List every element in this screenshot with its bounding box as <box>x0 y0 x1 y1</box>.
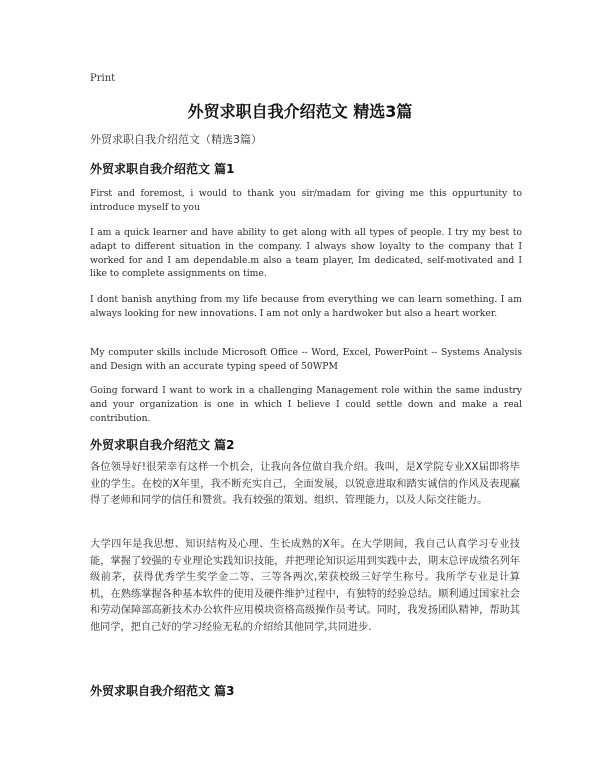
section-2-paragraph-2: 大学四年是我思想、知识结构及心理、生长成熟的X年。在大学期间，我自己认真学习专业技能，掌握了较强的专业理论实践知识技能，并把理论知识运用到实践中去，期末总评成绩名列年级前茅，获得优秀学生奖学金二等、三等各两次,荣获校级三好学生称号。我所学专业是计算机，在熟练掌握各种基本软件的使用及硬件维护过程中，有独特的经验总结。顺利通过国家社会和劳动保障部高新技术办公软件应用模块资格高级操作员考试。同时，我发扬团队精神，帮助其他同学，把自己好的学习经验无私的介绍给其他同学,共同进步. <box>90 539 520 633</box>
section-1-paragraph-3: I dont banish anything from my life because from everything we can learn something. I am always looking for new innovations. I am not only a hardwoker but also a heart worker. <box>90 294 522 319</box>
page-subtitle: 外贸求职自我介绍范文（精选3篇） <box>90 133 262 146</box>
section-3-heading: 外贸求职自我介绍范文 篇3 <box>90 684 235 698</box>
section-1-paragraph-5: Going forward I want to work in a challenging Management role within the same industry and your organization is one in which I believe I could settle down and make a real contribution. <box>90 385 522 424</box>
page-title: 外贸求职自我介绍范文 精选3篇 <box>187 102 413 121</box>
section-1-heading: 外贸求职自我介绍范文 篇1 <box>90 162 235 176</box>
section-2-paragraph-1: 各位领导好!很荣幸有这样一个机会，让我向各位做自我介绍。我叫，是X学院专业XX届即将毕业的学生。在校的X年里，我不断充实自己，全面发展，以锐意进取和踏实诚信的作风及表现赢得了老师和同学的信任和赞赏。我有较强的策划、组织、管理能力，以及人际交往能力。 <box>90 462 520 506</box>
section-1-paragraph-1: First and foremost, i would to thank you sir/madam for giving me this oppurtunity to introduce myself to you <box>90 188 522 213</box>
section-1-paragraph-4: My computer skills include Microsoft Office -- Word, Excel, PowerPoint -- Systems Analysis and Design with an accurate typing speed of 50WPM <box>90 347 522 372</box>
section-2-heading: 外贸求职自我介绍范文 篇2 <box>90 438 235 452</box>
print-label: Print <box>90 73 116 84</box>
section-1-paragraph-2: I am a quick learner and have ability to get along with all types of people. I try my best to adapt to different situation in the company. I always show loyalty to the company that I worked for and I am dependable.m also a team player, Im dedicated, self-motivated and I like to complete assignments on time. <box>90 227 522 280</box>
